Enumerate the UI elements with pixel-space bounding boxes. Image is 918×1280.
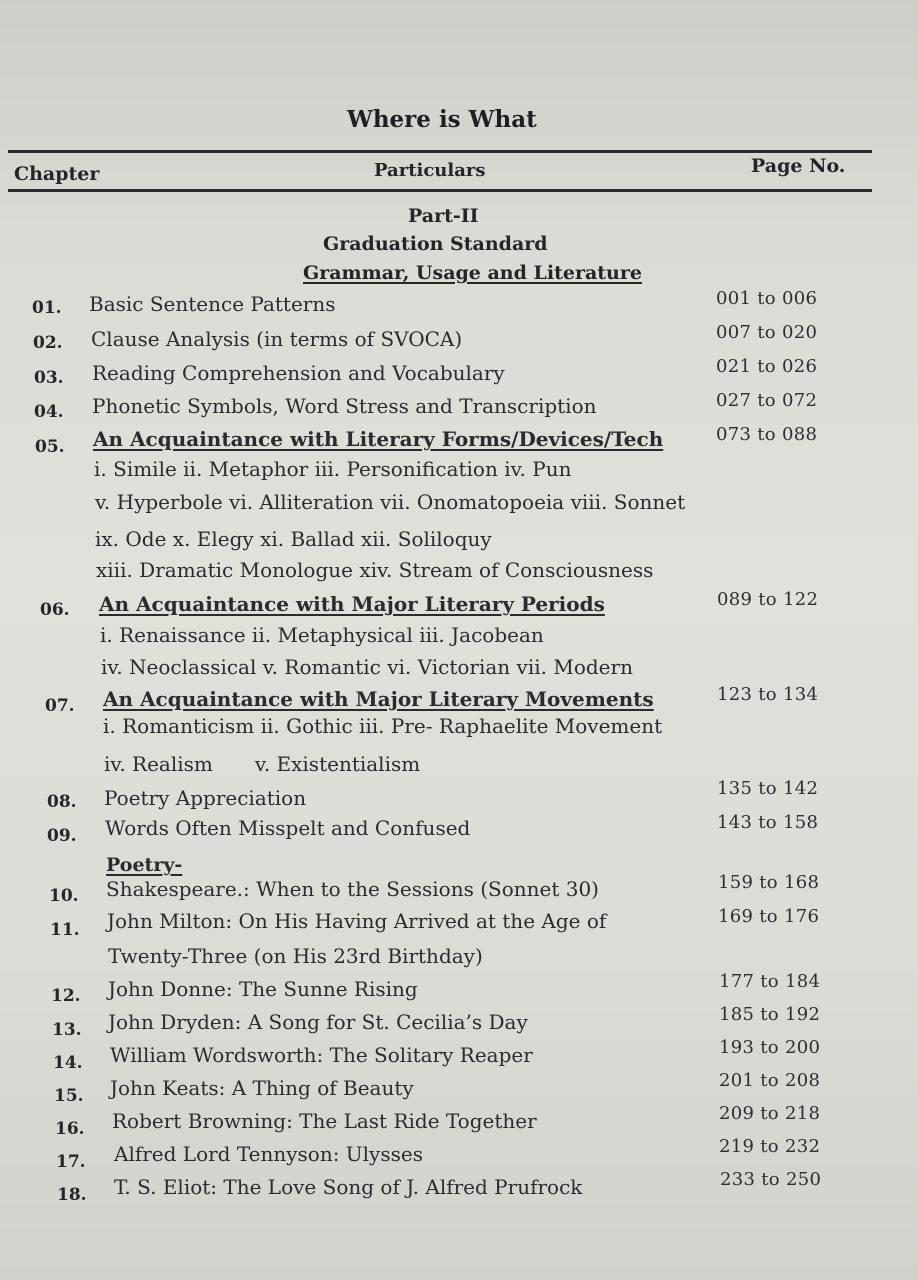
chapter-title: Robert Browning: The Last Ride Together [112, 1109, 537, 1133]
chapter-number: 04. [34, 402, 64, 422]
chapter-number: 16. [55, 1119, 85, 1139]
page-range: 169 to 176 [718, 906, 820, 927]
chapter-title: John Milton: On His Having Arrived at the Age of [107, 909, 607, 933]
page-title: Where is What [347, 106, 537, 133]
chapter-number: 18. [57, 1185, 87, 1205]
page-range: 209 to 218 [719, 1103, 821, 1124]
page-range: 073 to 088 [716, 424, 818, 445]
page-range: 201 to 208 [719, 1070, 821, 1091]
chapter-title: T. S. Eliot: The Love Song of J. Alfred Prufrock [114, 1175, 583, 1199]
sub-topics-line: v. Hyperbole vi. Alliteration vii. Onomatopoeia viii. Sonnet [95, 490, 686, 514]
page-range: 143 to 158 [717, 812, 819, 833]
chapter-number: 11. [50, 920, 80, 940]
column-header-chapter: Chapter [14, 163, 100, 185]
chapter-number: 06. [40, 600, 70, 620]
chapter-number: 12. [51, 986, 81, 1006]
page-range: 233 to 250 [720, 1169, 822, 1190]
header-rule [8, 189, 872, 192]
chapter-title: John Donne: The Sunne Rising [108, 977, 418, 1001]
chapter-title: An Acquaintance with Literary Forms/Devices/Tech [93, 427, 664, 451]
chapter-number: 08. [47, 792, 77, 812]
chapter-number: 17. [56, 1152, 86, 1172]
page-range: 177 to 184 [719, 971, 821, 992]
chapter-number: 09. [47, 826, 77, 846]
chapter-title: Alfred Lord Tennyson: Ulysses [114, 1142, 423, 1166]
page-range: 219 to 232 [719, 1136, 821, 1157]
chapter-number: 07. [45, 696, 75, 716]
chapter-title: Phonetic Symbols, Word Stress and Transcription [92, 394, 597, 418]
page-range: 021 to 026 [716, 356, 818, 377]
page-range: 123 to 134 [717, 684, 819, 705]
chapter-title: William Wordsworth: The Solitary Reaper [110, 1043, 533, 1067]
sub-topics-line: i. Romanticism ii. Gothic iii. Pre- Raphaelite Movement [103, 714, 663, 738]
chapter-number: 01. [32, 298, 62, 318]
sub-topics-line: i. Renaissance ii. Metaphysical iii. Jacobean [100, 623, 544, 647]
page-range: 185 to 192 [719, 1004, 821, 1025]
sub-topics-line: xiii. Dramatic Monologue xiv. Stream of Consciousness [96, 558, 654, 582]
sub-topics-line: ix. Ode x. Elegy xi. Ballad xii. Soliloquy [95, 527, 492, 551]
chapter-title: An Acquaintance with Major Literary Periods [99, 592, 605, 616]
section-heading: Grammar, Usage and Literature [303, 262, 642, 284]
chapter-title: Poetry Appreciation [104, 786, 307, 810]
chapter-title: Clause Analysis (in terms of SVOCA) [91, 327, 463, 351]
chapter-number: 02. [33, 333, 63, 353]
page-range: 159 to 168 [718, 872, 820, 893]
chapter-title: Shakespeare.: When to the Sessions (Sonnet 30) [106, 877, 599, 901]
sub-topic: iv. Realism [104, 752, 213, 776]
standard-label: Graduation Standard [323, 233, 548, 255]
chapter-title: Words Often Misspelt and Confused [105, 816, 471, 840]
sub-topics-line: iv. Neoclassical v. Romantic vi. Victorian vii. Modern [101, 655, 633, 679]
sub-topics-line: Twenty-Three (on His 23rd Birthday) [108, 944, 483, 968]
page-range: 027 to 072 [716, 390, 818, 411]
poetry-heading: Poetry- [106, 854, 183, 876]
sub-topics-line: i. Simile ii. Metaphor iii. Personification iv. Pun [94, 457, 572, 481]
chapter-number: 10. [49, 886, 79, 906]
page-range: 007 to 020 [716, 322, 818, 343]
chapter-number: 03. [34, 368, 64, 388]
chapter-number: 13. [52, 1020, 82, 1040]
sub-topics-line [104, 752, 420, 776]
part-label: Part-II [408, 205, 479, 227]
top-rule [8, 150, 872, 153]
chapter-number: 14. [53, 1053, 83, 1073]
sub-topic: v. Existentialism [254, 752, 421, 776]
page-range: 001 to 006 [716, 288, 818, 309]
chapter-number: 15. [54, 1086, 84, 1106]
column-header-particulars: Particulars [374, 160, 486, 181]
chapter-title: Reading Comprehension and Vocabulary [92, 361, 505, 385]
page-range: 089 to 122 [717, 589, 819, 610]
chapter-title: An Acquaintance with Major Literary Movements [103, 687, 654, 711]
chapter-title: John Keats: A Thing of Beauty [110, 1076, 414, 1100]
column-header-page-no: Page No. [751, 155, 846, 177]
chapter-title: Basic Sentence Patterns [89, 292, 336, 316]
page-range: 135 to 142 [717, 778, 819, 799]
chapter-number: 05. [35, 437, 65, 457]
chapter-title: John Dryden: A Song for St. Cecilia’s Day [108, 1010, 528, 1034]
page-range: 193 to 200 [719, 1037, 821, 1058]
